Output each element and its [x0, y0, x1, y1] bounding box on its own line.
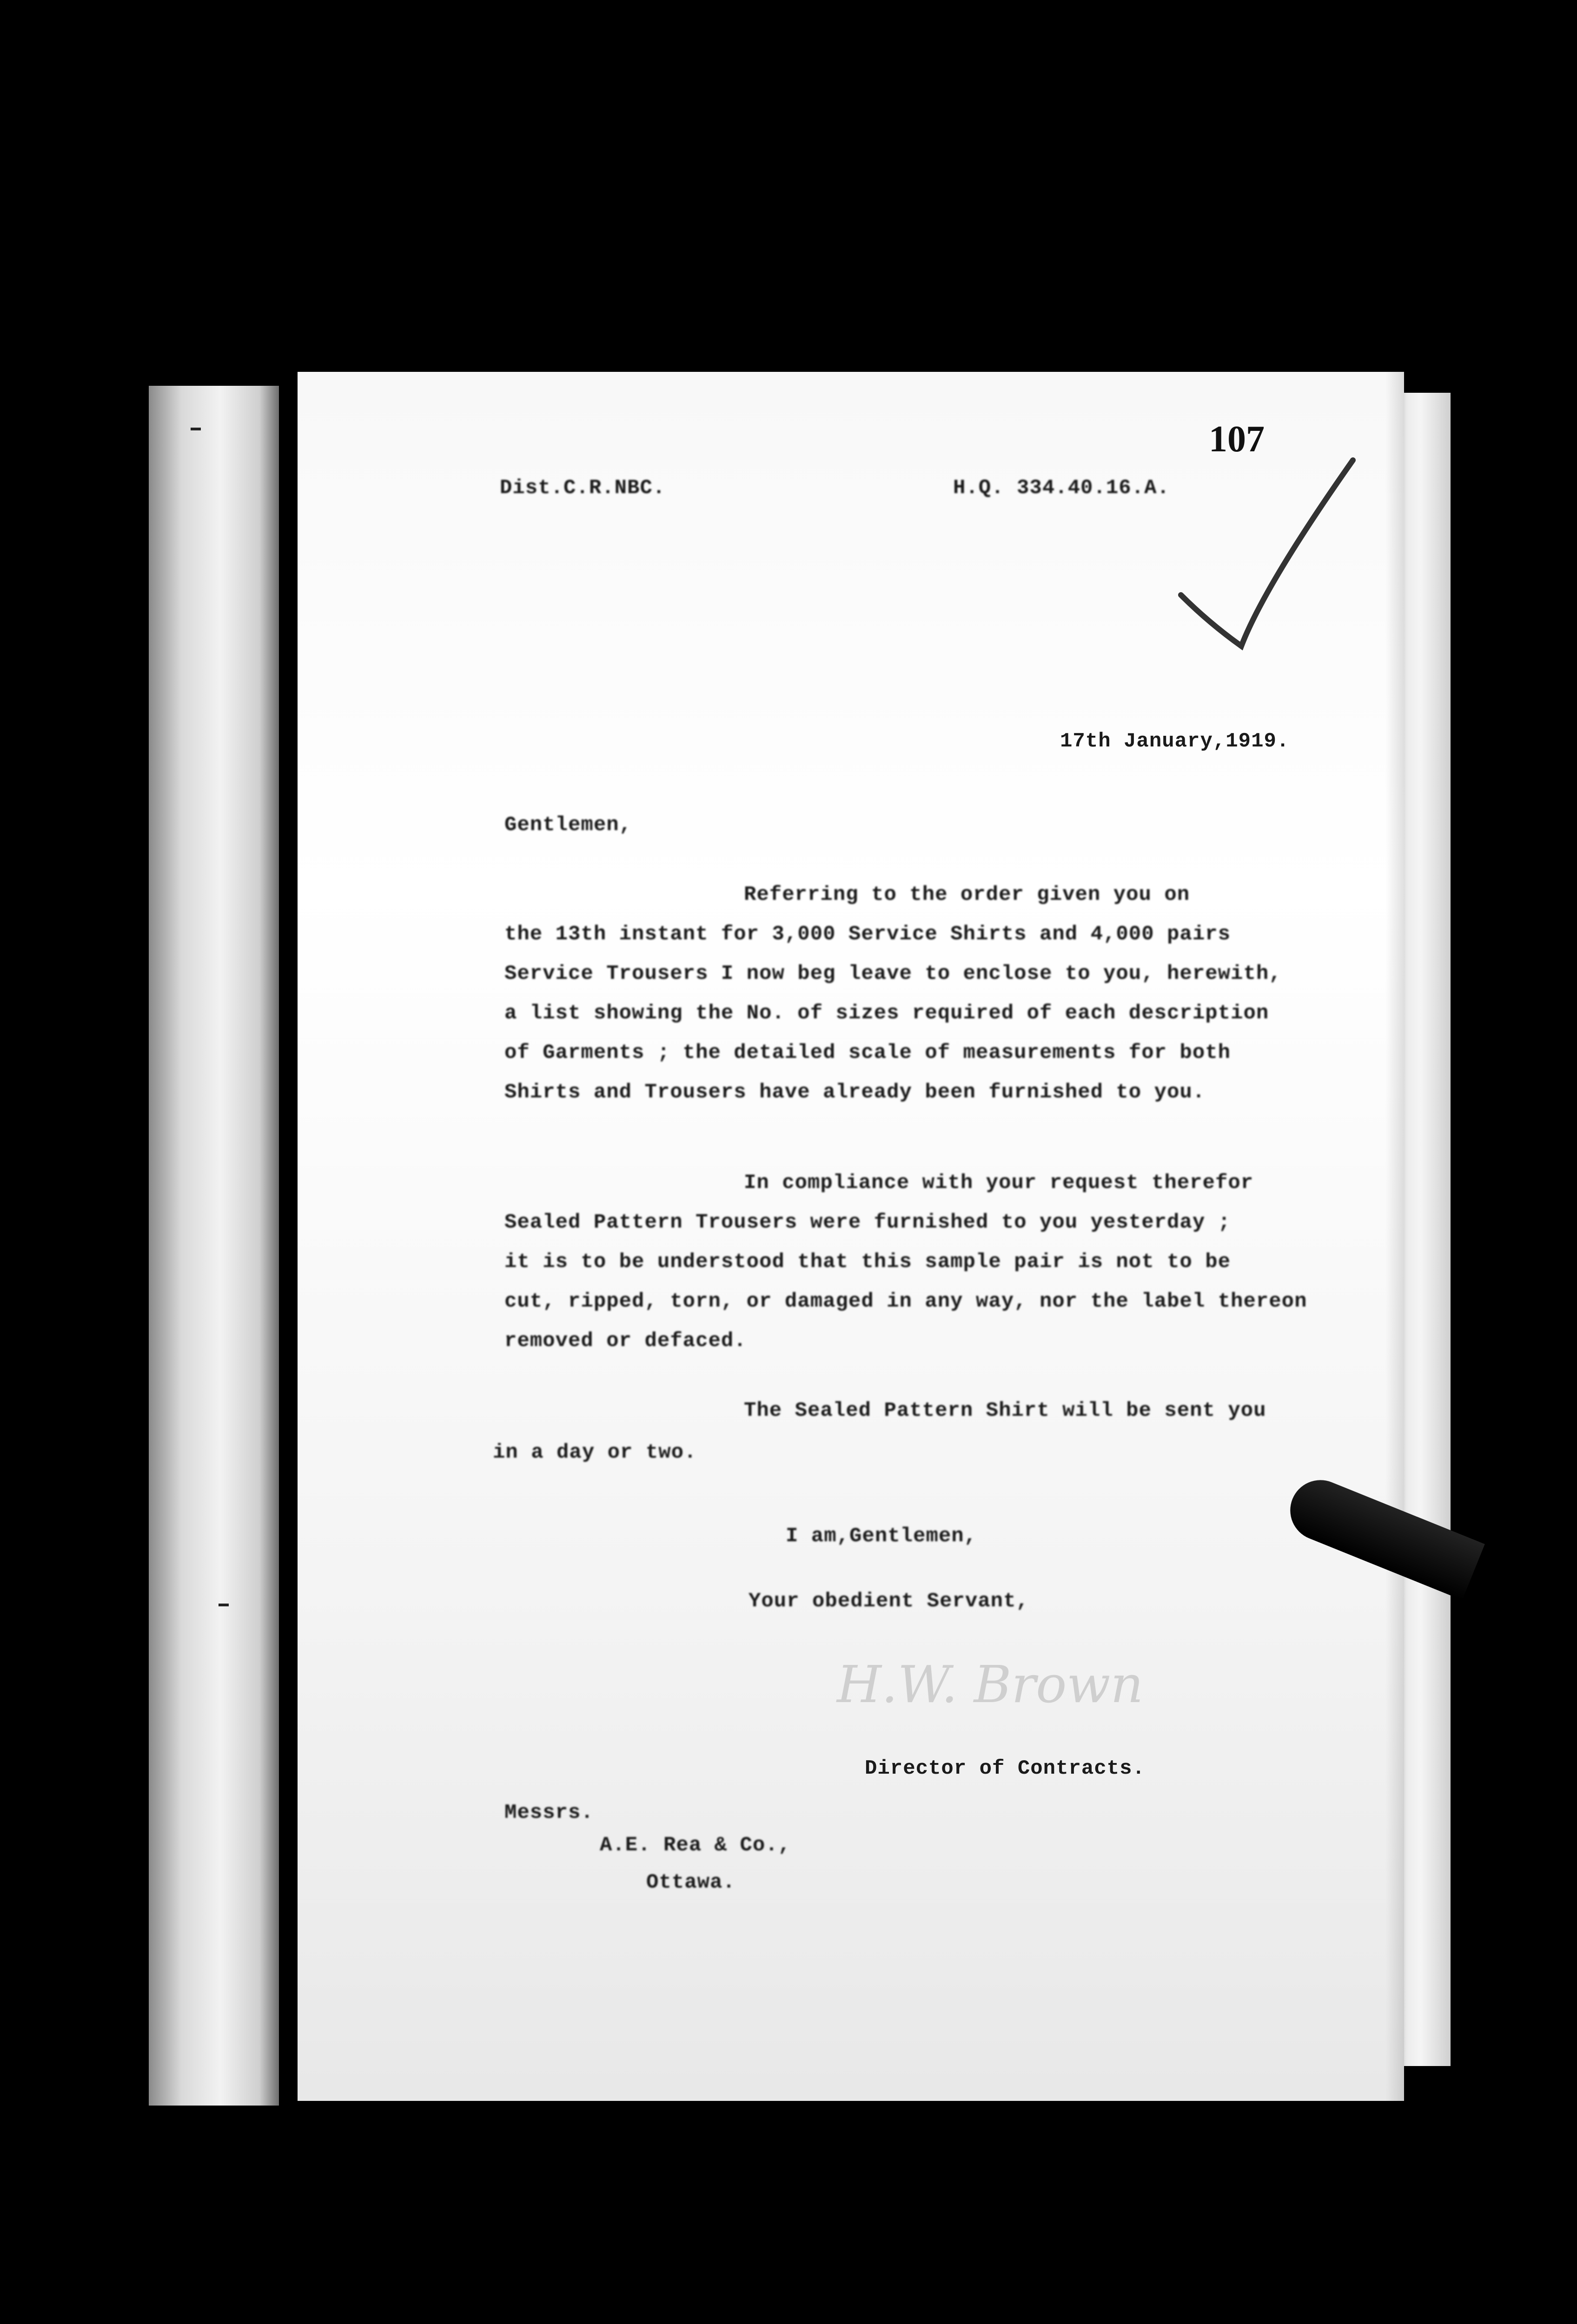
paragraph-line: In compliance with your request therefor: [744, 1171, 1254, 1195]
paragraph-line: removed or defaced.: [504, 1329, 747, 1353]
edge-mark: [219, 1604, 229, 1606]
signer-title: Director of Contracts.: [865, 1757, 1145, 1780]
paragraph-line: cut, ripped, torn, or damaged in any way, nor the label thereon: [504, 1290, 1307, 1313]
paragraph-line: the 13th instant for 3,000 Service Shirts and 4,000 pairs: [504, 923, 1231, 946]
check-mark-icon: [1172, 446, 1367, 669]
handwritten-signature: H.W. Brown: [837, 1655, 1144, 1714]
paragraph-line: The Sealed Pattern Shirt will be sent you: [744, 1399, 1266, 1422]
paragraph-line: Referring to the order given you on: [744, 883, 1190, 906]
closing-line: Your obedient Servant,: [749, 1590, 1029, 1613]
paragraph-line: in a day or two.: [493, 1441, 697, 1464]
reference-left: Dist.C.R.NBC.: [500, 476, 666, 500]
paragraph-line: a list showing the No. of sizes required of each description: [504, 1002, 1269, 1025]
addressee-line: Messrs.: [504, 1801, 594, 1824]
reference-right: H.Q. 334.40.16.A.: [953, 476, 1170, 500]
folio-number: 107: [1209, 419, 1265, 460]
paragraph-line: it is to be understood that this sample pair is not to be: [504, 1250, 1231, 1274]
page-shadow: [1385, 372, 1404, 2101]
edge-mark: [191, 428, 201, 430]
paragraph-line: Service Trousers I now beg leave to enclose to you, herewith,: [504, 962, 1282, 985]
salutation: Gentlemen,: [504, 813, 632, 837]
left-page-edge: [149, 386, 279, 2106]
addressee-line: A.E. Rea & Co.,: [600, 1834, 791, 1857]
paragraph-line: Sealed Pattern Trousers were furnished to you yesterday ;: [504, 1211, 1231, 1234]
closing-line: I am,Gentlemen,: [786, 1525, 977, 1548]
addressee-line: Ottawa.: [646, 1871, 735, 1894]
letter-date: 17th January,1919.: [1060, 730, 1290, 753]
paragraph-line: Shirts and Trousers have already been furnished to you.: [504, 1081, 1206, 1104]
paragraph-line: of Garments ; the detailed scale of measurements for both: [504, 1041, 1231, 1064]
